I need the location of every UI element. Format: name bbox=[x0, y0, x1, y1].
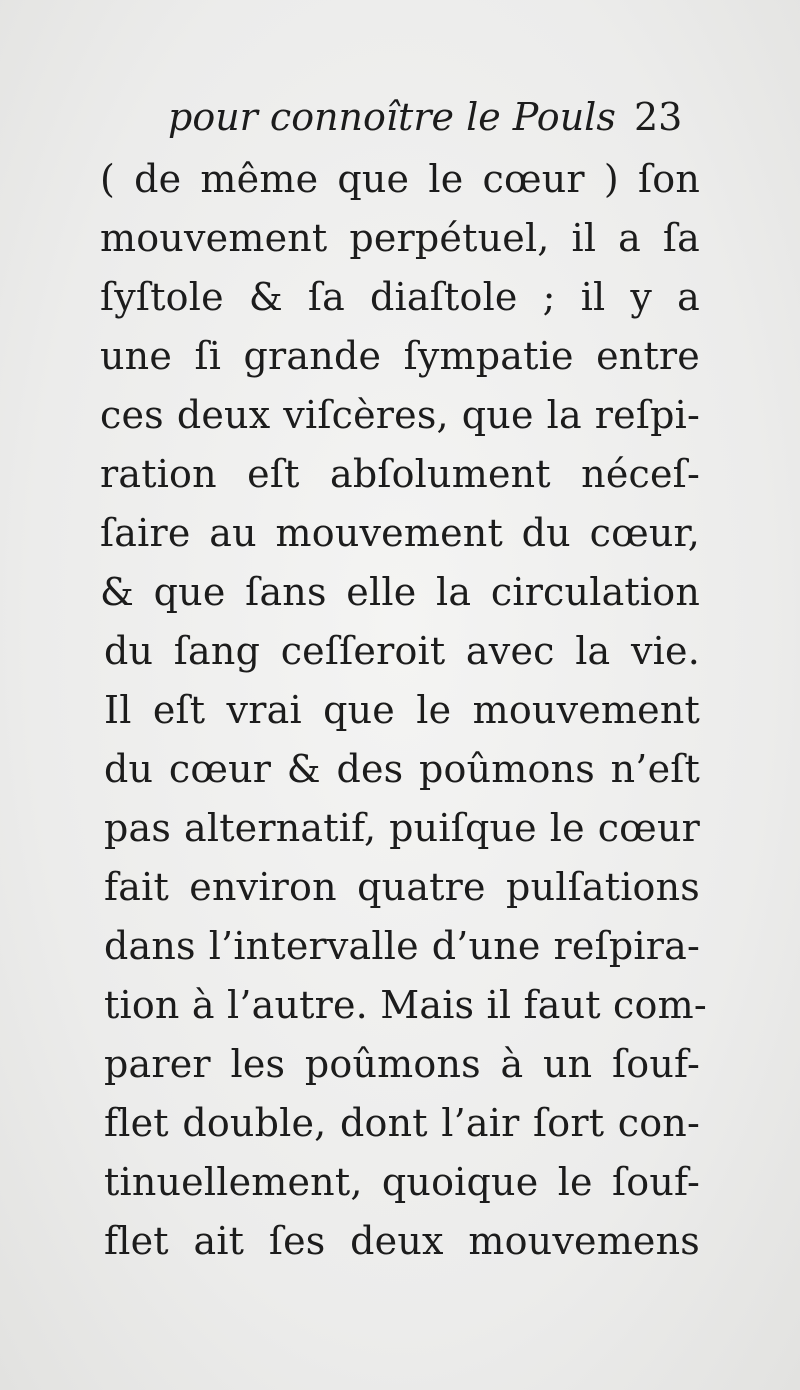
text-line: du ſang ceſſeroit avec la vie. bbox=[104, 629, 700, 673]
page-header bbox=[168, 92, 688, 142]
text-line: flet double, dont l’air ſort con- bbox=[104, 1101, 700, 1145]
body-text bbox=[100, 150, 707, 1271]
text-line: pas alternatif, puiſque le cœur bbox=[104, 806, 700, 850]
text-line: ſaire au mouvement du cœur, bbox=[100, 511, 700, 555]
text-line: dans l’intervalle d’une reſpira- bbox=[104, 924, 700, 968]
running-title: pour connoître le Pouls bbox=[168, 95, 616, 139]
text-line: ces deux viſcères, que la reſpi- bbox=[100, 393, 700, 437]
text-line: Il eſt vrai que le mouvement bbox=[104, 688, 700, 732]
text-line: du cœur & des poûmons n’eſt bbox=[104, 747, 700, 791]
text-line: une ſi grande ſympatie entre bbox=[100, 334, 700, 378]
text-line: ſyſtole & ſa diaſtole ; il y a bbox=[100, 275, 700, 319]
text-line: ( de même que le cœur ) ſon bbox=[100, 157, 700, 201]
text-line: tion à l’autre. Mais il faut com- bbox=[104, 983, 707, 1027]
text-line: tinuellement, quoique le ſouf- bbox=[104, 1160, 700, 1204]
page-number: 23 bbox=[634, 95, 683, 139]
text-line: ration eſt abſolument néceſ- bbox=[100, 452, 700, 496]
text-line: fait environ quatre pulſations bbox=[104, 865, 700, 909]
text-line: & que ſans elle la circulation bbox=[100, 570, 700, 614]
text-line: flet ait ſes deux mouvemens bbox=[104, 1219, 700, 1263]
text-line: parer les poûmons à un ſouf- bbox=[104, 1042, 700, 1086]
text-line: mouvement perpétuel, il a ſa bbox=[100, 216, 700, 260]
